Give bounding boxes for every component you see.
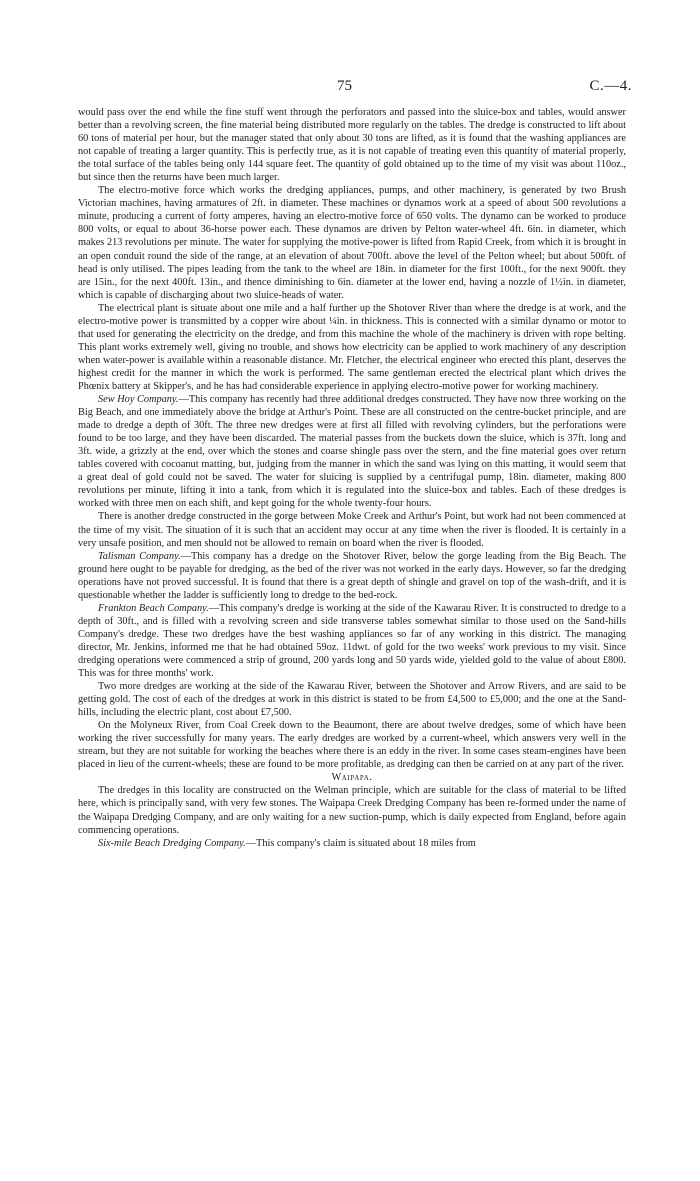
paragraph-text: The electrical plant is situate about one mile and a half further up the Shotover River than where the dredge is at work, and the electro-motive power is transmitted by a copper wire about ¼in. in thickness. This is connected with a similar dynamo or motor to that used for generating the electricity on the dredge, and from this machine the whole of the machinery is driven with rope belting. This plant works extremely well, giving no trouble, and shows how electricity can be applied to work machinery of any description when water-power is available within a reasonable distance. Mr. Fletcher, the electrical engineer who erected this plant, deserves the highest credit for the manner in which the work is performed. The same gentleman erected the electrical plant which drives the Phœnix battery at Skipper's, and he has had considerable experience in applying electro-motive power for working machinery.	[78, 302, 626, 392]
paragraph	[78, 680, 626, 719]
paragraph	[78, 550, 626, 602]
paragraph-text: —This company has recently had three additional dredges constructed. They have now three working on the Big Beach, and one immediately above the bridge at Arthur's Point. These are all constructed on the centre-bucket principle, and are made to dredge a depth of 30ft. The three new dredges were at first all filled with revolving cylinders, but the perforations were found to be too large, and they have been discarded. The material passes from the buckets down the sluice, which is 37ft. long and 3ft. wide, a grizzly at the end, over which the stones and coarse shingle pass over the stern, and the fine material goes over return tables covered with cocoanut matting, but, judging from the manner in which the sand was lying on this matting, it would seem that a great deal of gold could not be saved. The water for sluicing is supplied by a centrifugal pump, 18in. diameter, making 800 revolutions per minute, lifting it into a tank, from which it is regulated into the sluice-box and tables. Each of these dredges is worked with three men on each shift, and kept going for the whole twenty-four hours.	[78, 394, 626, 510]
paragraph	[78, 784, 626, 836]
company-name: Talisman Company.	[98, 550, 181, 562]
paragraph-text: The electro-motive force which works the dredging appliances, pumps, and other machinery, is generated by two Brush Victorian machines, having armatures of 2ft. in diameter. These machines or dynamos work at a speed of about 500 revolutions a minute, producing a current of forty amperes, having an electro-motive force of 650 volts. The dynamo can be worked to produce 800 volts, or equal to about 36-horse power each. These dynamos are driven by Pelton water-wheel 4ft. 6in. in diameter, which makes 213 revolutions per minute. The water for supplying the motive-power is lifted from Rapid Creek, from which it is brought in an open conduit round the side of the range, at an elevation of about 700ft. above the level of the Pelton wheel; but about 500ft. of head is only utilised. The pipes leading from the tank to the wheel are 18in. in diameter for the first 100ft., for the next 900ft. they are 15in., for the next 400ft. 13in., and thence diminishing to 6in. diameter at the lower end, having a nozzle of 1½in. in diameter, which is capable of discharging about two sluice-heads of water.	[78, 185, 626, 301]
paragraph	[78, 510, 626, 549]
paragraph	[78, 302, 626, 393]
body-text	[78, 106, 626, 850]
paragraph-text: On the Molyneux River, from Coal Creek down to the Beaumont, there are about twelve dredges, some of which have been working the river successfully for many years. The early dredges are worked by a current-wheel, which answers very well in the stream, but they are not suitable for working the beaches where there is an eddy in the river. In some cases steam-engines have been placed in lieu of the current-wheels; these are found to be more profitable, as dredging can then be carried on at any part of the river.	[78, 720, 626, 771]
paragraph-text: —This company's claim is situated about 18 miles from	[245, 837, 476, 849]
page-number: 75	[337, 78, 352, 94]
company-name: Sew Hoy Company.	[98, 394, 179, 406]
document-reference: C.—4.	[589, 78, 632, 94]
paragraph-text: Two more dredges are working at the side of the Kawarau River, between the Shotover and Arrow Rivers, and are said to be getting gold. The cost of each of the dredges at work in this district is stated to be from £4,500 to £5,000; and the one at the Sand-hills, including the electric plant, cost about £7,500.	[78, 681, 626, 719]
company-name: Frankton Beach Company.	[98, 602, 209, 614]
paragraph-text: —This company has a dredge on the Shotover River, below the gorge leading from the Big Beach. The ground here ought to be payable for dredging, as the bed of the river was not worked in the early days. However, so far the dredging operations have not proved successful. It is found that there is a great depth of shingle and gravel on top of the wash-drift, and it is questionable whether the ladder is sufficiently long to dredge to the bed-rock.	[78, 550, 626, 601]
paragraph	[78, 719, 626, 771]
section-heading: Waipapa.	[331, 772, 373, 784]
paragraph-text: The dredges in this locality are constructed on the Welman principle, which are suitable for the class of material to be lifted here, which is principally sand, with very few stones. The Waipapa Creek Dredging Company has been re-formed under the name of the Waipapa Dredging Company, and are only waiting for a new suction-pump, which is daily expected from England, before again commencing operations.	[78, 785, 626, 836]
paragraph-text: —This company's dredge is working at the side of the Kawarau River. It is constructed to dredge to a depth of 30ft., and is filled with a revolving screen and side transverse tables somewhat similar to those used on the Sand-hills Company's dredge. These two dredges have the best washing appliances so far of any working in this district. The managing director, Mr. Jenkins, informed me that he had obtained 59oz. 11dwt. of gold for the two weeks' work previous to my visit. Since dredging operations were commenced a strip of ground, 200 yards long and 50 yards wide, yielded gold to the value of about £800. This was for three months' work.	[78, 602, 626, 680]
paragraph-text: would pass over the end while the fine stuff went through the perforators and passed into the sluice-box and tables, would answer better than a revolving screen, the fine material being distributed more regularly on the tables. The dredge is constructed to lift about 60 tons of material per hour, but the manager stated that only about 30 tons are lifted, as it is found that the washing appliances are not capable of treating a larger quantity. This is perfectly true, as it is not capable of treating even this quantity of material properly, the total surface of the tables being only 144 square feet. The quantity of gold obtained up to the time of my visit was about 110oz., but since then the returns have been much larger.	[78, 107, 626, 184]
paragraph-text: There is another dredge constructed in the gorge between Moke Creek and Arthur's Point, but work had not been commenced at the time of my visit. The situation of it is such that an accident may occur at any time when the river is flooded. It is certainly in a very unsafe position, and men should not be allowed to remain on board when the river is flooded.	[78, 511, 626, 549]
paragraph	[78, 106, 626, 184]
paragraph	[78, 184, 626, 301]
paragraph	[78, 602, 626, 680]
paragraph	[78, 393, 626, 510]
company-name: Six-mile Beach Dredging Company.	[98, 837, 246, 849]
paragraph	[78, 837, 626, 850]
page-header	[0, 78, 700, 98]
